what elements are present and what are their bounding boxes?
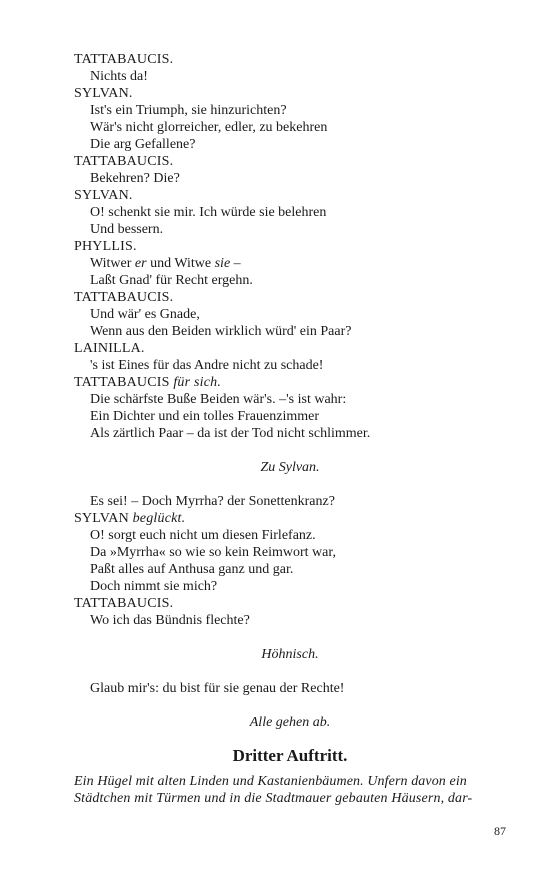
verse-line: Paßt alles auf Anthusa ganz und gar. bbox=[90, 562, 294, 577]
verse-line bbox=[90, 255, 241, 272]
italic-text: sie bbox=[214, 256, 231, 271]
verse-line: Wenn aus den Beiden wirklich würd' ein Paar? bbox=[90, 324, 352, 339]
italic-text: beglückt. bbox=[132, 511, 186, 526]
text-span: Witwer bbox=[90, 256, 135, 271]
stage-direction: Höhnisch. bbox=[261, 647, 319, 662]
speaker-name: TATTABAUCIS. bbox=[74, 52, 174, 67]
speaker-name bbox=[74, 374, 221, 391]
speaker-name: TATTABAUCIS. bbox=[74, 596, 174, 611]
verse-line: Bekehren? Die? bbox=[90, 171, 180, 186]
verse-line: 's ist Eines für das Andre nicht zu schade! bbox=[90, 358, 324, 373]
italic-text: für sich. bbox=[173, 375, 222, 390]
verse-line: Laßt Gnad' für Recht ergehn. bbox=[90, 273, 253, 288]
verse-line: Die arg Gefallene? bbox=[90, 137, 196, 152]
verse-line: Wär's nicht glorreicher, edler, zu bekehren bbox=[90, 120, 328, 135]
stage-direction: Alle gehen ab. bbox=[249, 715, 331, 730]
speaker-name: PHYLLIS. bbox=[74, 239, 137, 254]
verse-line: Nichts da! bbox=[90, 69, 148, 84]
scene-heading: Dritter Auftritt. bbox=[232, 746, 348, 765]
verse-line: Ist's ein Triumph, sie hinzurichten? bbox=[90, 103, 287, 118]
stage-direction-line: Ein Hügel mit alten Linden und Kastanienbäumen. Unfern davon ein bbox=[74, 774, 467, 789]
verse-line: O! schenkt sie mir. Ich würde sie belehren bbox=[90, 205, 327, 220]
speaker-name: TATTABAUCIS. bbox=[74, 290, 174, 305]
verse-line: Doch nimmt sie mich? bbox=[90, 579, 218, 594]
verse-line: Da »Myrrha« so wie so kein Reimwort war, bbox=[90, 545, 336, 560]
verse-line: Glaub mir's: du bist für sie genau der Rechte! bbox=[90, 681, 345, 696]
verse-line: Die schärfste Buße Beiden wär's. –'s ist wahr: bbox=[90, 392, 347, 407]
page-number: 87 bbox=[494, 824, 506, 838]
verse-line: Und bessern. bbox=[90, 222, 164, 237]
speaker-name bbox=[74, 510, 185, 527]
italic-text: er bbox=[134, 256, 147, 271]
speaker-name: TATTABAUCIS. bbox=[74, 154, 174, 169]
text-span: – bbox=[230, 256, 241, 271]
text-span: TATTABAUCIS bbox=[74, 375, 174, 390]
verse-line: Wo ich das Bündnis flechte? bbox=[90, 613, 250, 628]
speaker-name: LAINILLA. bbox=[74, 341, 145, 356]
stage-direction-line: Städtchen mit Türmen und in die Stadtmauer gebauten Häusern, dar- bbox=[74, 791, 473, 806]
text-span: SYLVAN bbox=[74, 511, 133, 526]
stage-direction: Zu Sylvan. bbox=[260, 460, 320, 475]
verse-line: Und wär' es Gnade, bbox=[90, 307, 200, 322]
speaker-name: SYLVAN. bbox=[74, 86, 133, 101]
verse-line: Es sei! – Doch Myrrha? der Sonettenkranz? bbox=[90, 494, 335, 509]
verse-line: Als zärtlich Paar – da ist der Tod nicht schlimmer. bbox=[90, 426, 371, 441]
text-span: und Witwe bbox=[146, 256, 215, 271]
speaker-name: SYLVAN. bbox=[74, 188, 133, 203]
verse-line: O! sorgt euch nicht um diesen Firlefanz. bbox=[90, 528, 316, 543]
verse-line: Ein Dichter und ein tolles Frauenzimmer bbox=[90, 409, 319, 424]
